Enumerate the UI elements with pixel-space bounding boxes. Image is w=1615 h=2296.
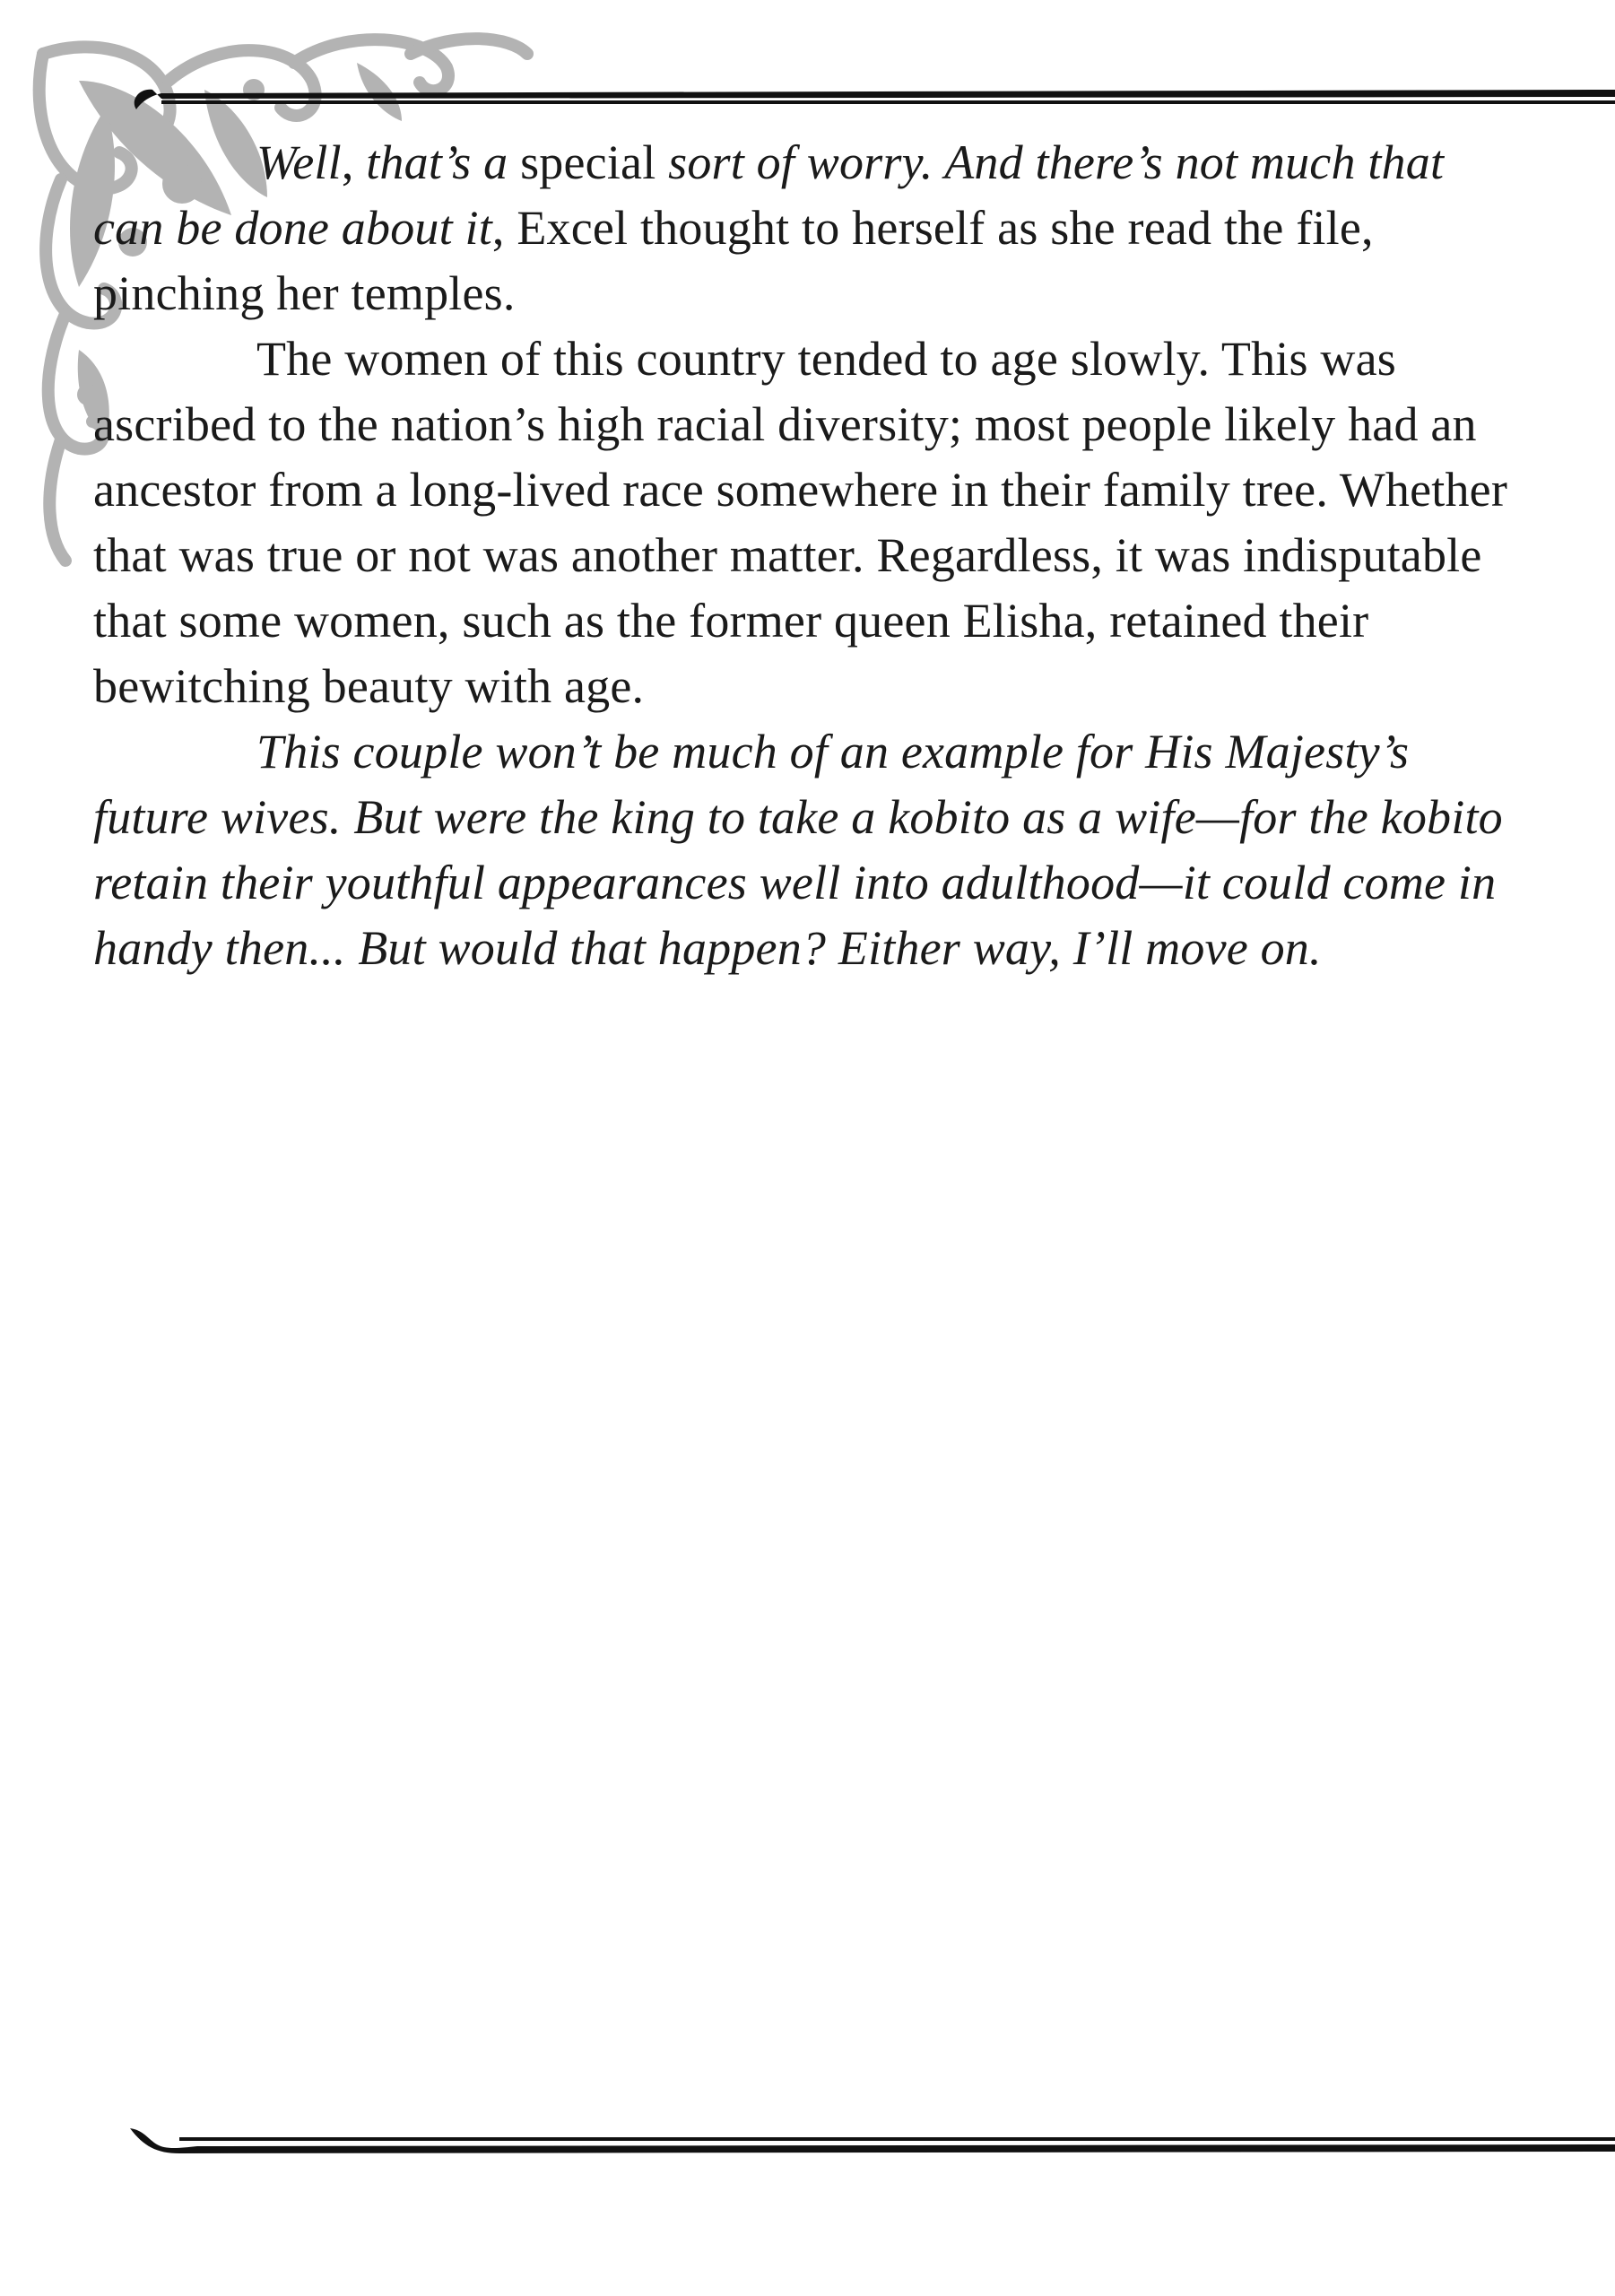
text-run: The women of this country tended to age slowly. This was ascribed to the nation’s high racial diversity; most people likely had an ancestor from a long-lived race somewhere in their family tree. Whether that was true or not was another matter. Regardless, it was indisputable that some women, such as the former queen Elisha, retained their bewitching beauty with age. [93, 332, 1508, 713]
text-run: that’s a [366, 135, 508, 189]
top-rule-divider [126, 81, 1615, 117]
paragraph-2 [93, 326, 1510, 719]
paragraph-1 [93, 130, 1510, 326]
body-text [93, 130, 1510, 981]
text-run: This couple won’t be much of an example for His Majesty’s future wives. But were the king to take a kobito as a wife—for the kobito retain their youthful appearances well into adulthood—it could come in handy then... But would that happen? Either way, I’ll move on. [93, 725, 1503, 975]
text-run: special [508, 135, 669, 189]
bottom-rule-divider [126, 2121, 1615, 2157]
text-run: , Excel thought to herself as she read the file, pinching her temples. [93, 201, 1374, 320]
text-run: , [341, 135, 367, 189]
paragraph-3 [93, 719, 1510, 981]
text-run: Well [256, 135, 342, 189]
text-run: sort of worry. And there’s not much that can be done about it [93, 135, 1445, 255]
